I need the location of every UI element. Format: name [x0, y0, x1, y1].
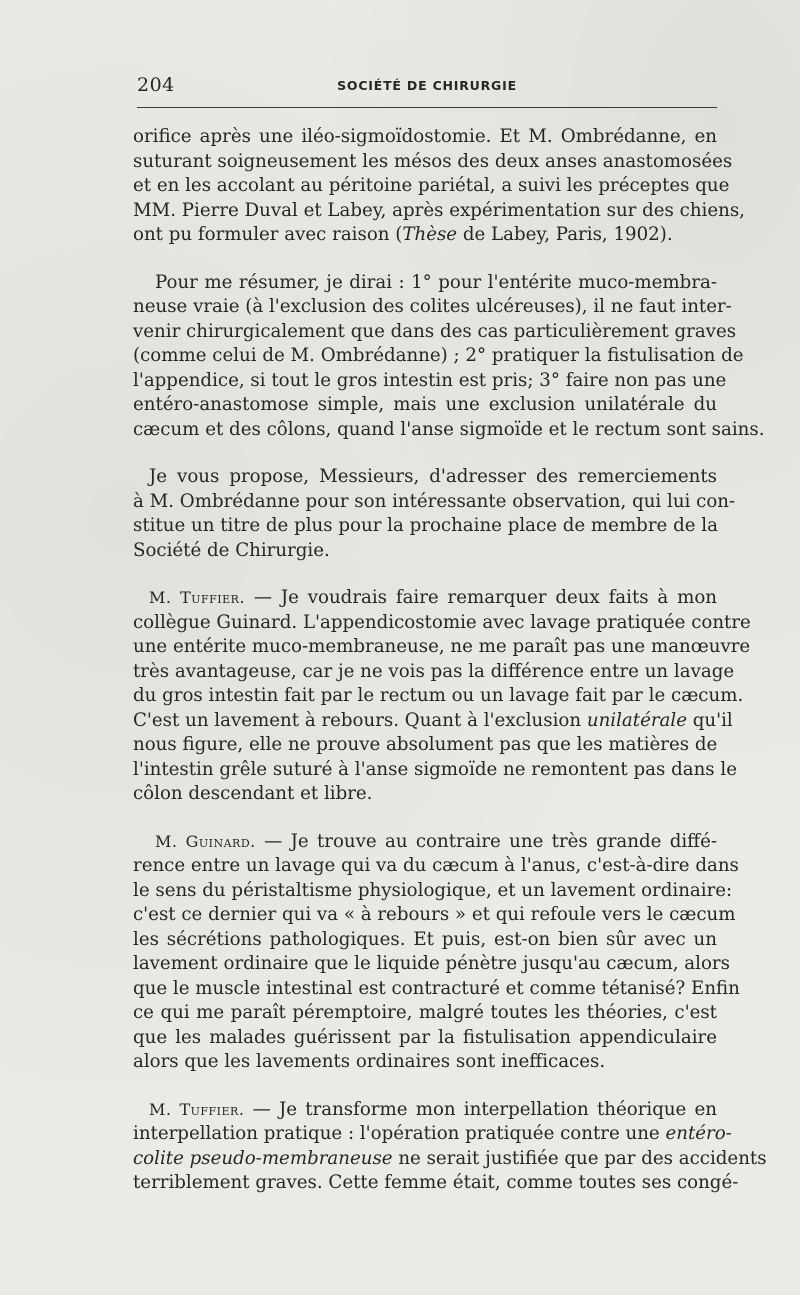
text-line: suturant soigneusement les mésos des deux anses anastomosées [133, 150, 733, 172]
text-line: que les malades guérissent par la fistulisation appendiculaire [133, 1026, 717, 1048]
speaker-line [133, 1098, 717, 1123]
text-line: stitue un titre de plus pour la prochaine place de membre de la [133, 515, 718, 536]
text-line: venir chirurgicalement que dans des cas particulièrement graves [133, 320, 737, 342]
text-line: MM. Pierre Duval et Labey, après expérimentation sur des chiens, [133, 199, 745, 221]
speaker-name: M. Tuffier. [149, 1099, 245, 1119]
text-line: collègue Guinard. L'appendicostomie avec lavage pratiquée contre [133, 611, 751, 633]
text-line: (comme celui de M. Ombrédanne) ; 2° pratiquer la fistulisation de [133, 345, 744, 366]
text-line-with-italic: interpellation pratique : l'opération pratiquée contre une entéro- [133, 1123, 732, 1144]
running-head [137, 72, 717, 98]
italic-term: colite pseudo-membraneuse [133, 1147, 393, 1169]
text-fragment: — Je transforme mon interpellation théorique en [244, 1098, 717, 1120]
text-line: neuse vraie (à l'exclusion des colites ulcéreuses), il ne faut inter- [133, 296, 732, 317]
text-line: une entérite muco-membraneuse, ne me paraît pas une manœuvre [133, 636, 751, 657]
italic-term: entéro- [665, 1123, 732, 1144]
text-line: lavement ordinaire que le liquide pénètre jusqu'au cæcum, alors [133, 953, 730, 974]
text-line: côlon descendant et libre. [133, 783, 373, 804]
paragraph [133, 271, 765, 443]
text-line: nous figure, elle ne prouve absolument pas que les matières de [133, 734, 718, 755]
text-line-with-italic: C'est un lavement à rebours. Quant à l'exclusion unilatérale qu'il [133, 709, 733, 731]
text-line: les sécrétions pathologiques. Et puis, est-on bien sûr avec un [133, 928, 717, 950]
text-line: orifice après une iléo-sigmoïdostomie. Et M. Ombrédanne, en [133, 126, 717, 147]
text-line-with-italic: colite pseudo-membraneuse ne serait justifiée que par des accidents [133, 1147, 767, 1169]
text-line: et en les accolant au péritoine pariétal, a suivi les préceptes que [133, 175, 730, 196]
speaker-name: M. Tuffier. [149, 588, 246, 607]
text-line: l'appendice, si tout le gros intestin est pris; 3° faire non pas une [133, 369, 727, 391]
text-fragment: — Je trouve au contraire une très grande diffé- [255, 830, 717, 852]
text-line: l'intestin grêle suturé à l'anse sigmoïde ne remontent pas dans le [133, 758, 738, 780]
text-line: que le muscle intestinal est contracturé et comme tétanisé? Enfin [133, 977, 740, 999]
text-line: à M. Ombrédanne pour son intéressante observation, qui lui con- [133, 490, 736, 512]
text-line: terriblement graves. Cette femme était, comme toutes ses congé- [133, 1172, 739, 1193]
text-line: c'est ce dernier qui va « à rebours » et qui refoule vers le cæcum [133, 904, 736, 925]
text-line: alors que les lavements ordinaires sont inefficaces. [133, 1051, 606, 1072]
text-line: le sens du péristaltisme physiologique, et un lavement ordinaire: [133, 879, 733, 901]
paragraph [133, 830, 740, 1075]
body-text [133, 125, 767, 1196]
text-line: cæcum et des côlons, quand l'anse sigmoïde et le rectum sont sains. [133, 418, 765, 440]
text-line: rence entre un lavage qui va du cæcum à l'anus, c'est-à-dire dans [133, 855, 739, 876]
italic-term: Thèse [402, 224, 458, 245]
text-line: très avantageuse, car je ne vois pas la différence entre un lavage [133, 660, 735, 682]
text-line-with-italic: ont pu formuler avec raison (Thèse de Labey, Paris, 1902). [133, 224, 673, 245]
italic-term: unilatérale [586, 709, 687, 731]
speaker-line [133, 830, 717, 855]
text-line: Pour me résumer, je dirai : 1° pour l'entérite muco-membra- [155, 271, 717, 293]
speaker-name: M. Guinard. [155, 831, 256, 851]
text-line: Société de Chirurgie. [133, 539, 330, 561]
paragraph [133, 465, 736, 563]
paragraph [133, 125, 745, 248]
running-title: SOCIÉTÉ DE CHIRURGIE [337, 78, 517, 93]
header-rule [137, 107, 717, 108]
text-line: Je vous propose, Messieurs, d'adresser des remerciements [149, 466, 717, 487]
paragraph [133, 1098, 767, 1196]
text-line: entéro-anastomose simple, mais une exclusion unilatérale du [133, 394, 717, 415]
text-line: du gros intestin fait par le rectum ou un lavage fait par le cæcum. [133, 685, 744, 706]
speaker-line [133, 586, 717, 611]
text-fragment: — Je voudrais faire remarquer deux faits à mon [245, 587, 717, 608]
text-line: ce qui me paraît péremptoire, malgré toutes les théories, c'est [133, 1002, 717, 1023]
page-number: 204 [137, 74, 175, 96]
paragraph [133, 586, 751, 807]
